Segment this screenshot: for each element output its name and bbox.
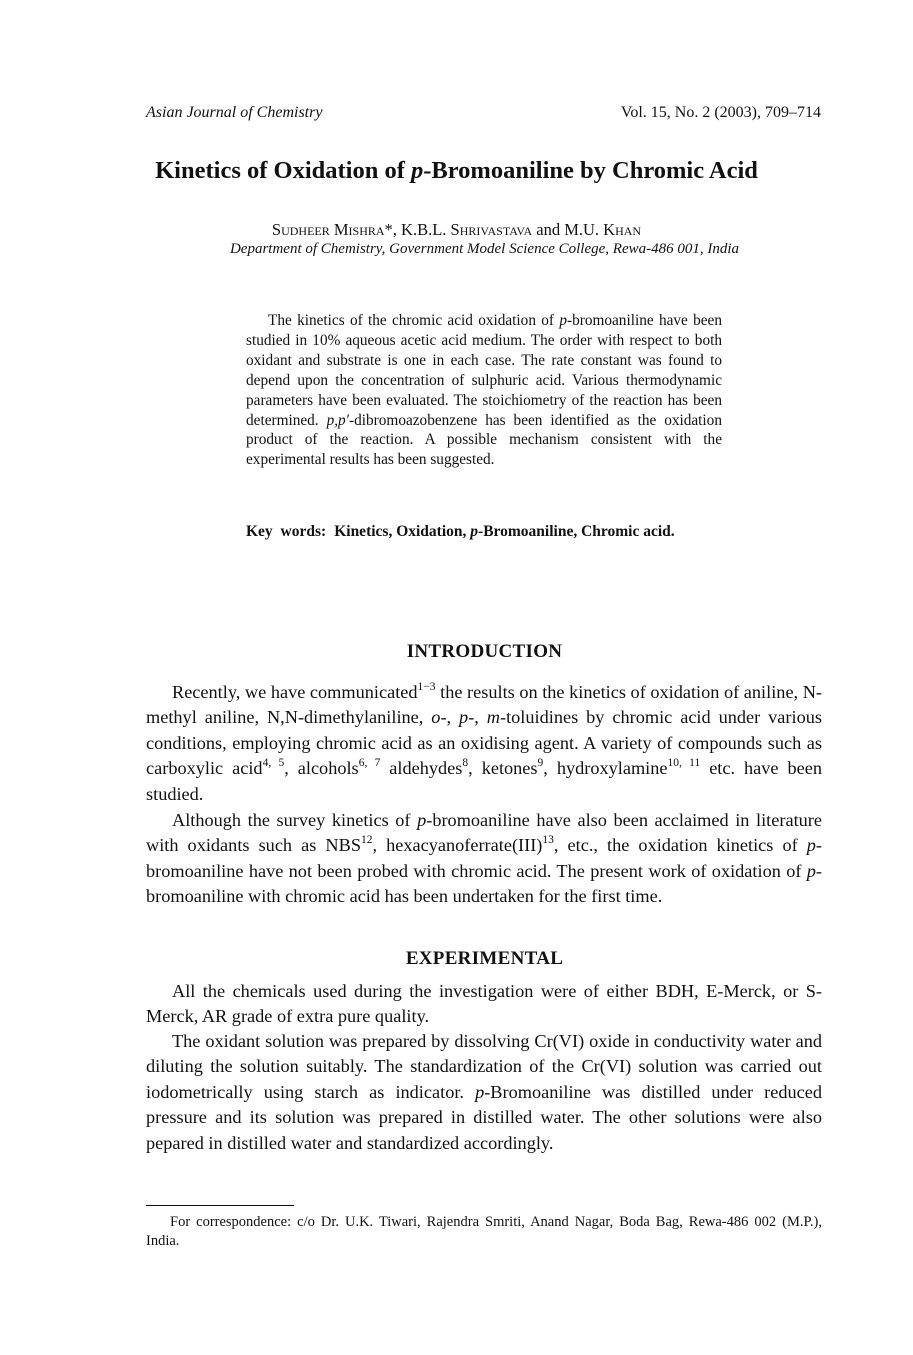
keywords-label: Key words:	[246, 523, 327, 540]
para-text: -bromoaniline have also been acclaimed in literature with oxidants such as NBS	[146, 810, 822, 856]
abstract-text: -dibromoazobenzene has been identified as the oxidation product of the reaction. A possible mechanism consistent with the experimental results has been suggested.	[246, 411, 722, 469]
para-text: , hexacyanoferrate(III)	[372, 835, 543, 856]
para-italic: p	[806, 835, 816, 856]
citation: 10, 11	[667, 757, 701, 770]
para-italic: m	[486, 707, 500, 728]
author-separator: and	[532, 220, 565, 239]
para-text: -,	[468, 707, 487, 728]
journal-name: Asian Journal of Chemistry	[146, 104, 323, 121]
para-text: etc. have been studied.	[146, 758, 823, 804]
introduction-paragraph-2	[146, 808, 822, 910]
correspondence-footnote: For correspondence: c/o Dr. U.K. Tiwari, Rajendra Smriti, Anand Nagar, Boda Bag, Rewa-486 002 (M.P.), India.	[146, 1214, 822, 1249]
introduction-paragraph-1	[146, 680, 822, 807]
para-text: -,	[440, 707, 460, 728]
author-3: M.U. Khan	[564, 220, 642, 239]
affiliation: Department of Chemistry, Government Model Science College, Rewa-486 001, India	[229, 241, 740, 257]
citation: 8	[462, 757, 469, 770]
para-text: The oxidant solution was prepared by dissolving Cr(VI) oxide in conductivity water and diluting the solution suitably. The standardization of the Cr(VI) solution was carried out iodometrically using starch as indicator.	[146, 1031, 822, 1102]
para-text: the results on the kinetics of oxidation of aniline, N-methyl aniline, N,N-dimethylaniline,	[146, 682, 822, 728]
para-text: , hydroxylamine	[543, 758, 668, 779]
para-text: aldehydes	[380, 758, 463, 779]
experimental-paragraph-2	[146, 1029, 822, 1156]
introduction-heading: INTRODUCTION	[406, 641, 563, 662]
para-text: Recently, we have communicated	[172, 682, 418, 702]
citation: 1−3	[417, 681, 436, 693]
para-text: Although the survey kinetics of	[172, 810, 418, 830]
author-2: K.B.L. Shrivastava	[401, 220, 533, 239]
abstract-text: The kinetics of the chromic acid oxidation of	[268, 312, 560, 329]
abstract-text: -bromoaniline have been studied in 10% aqueous acetic acid medium. The order with respect to both oxidant and substrate is one in each case. The rate constant was found to depend upon the concentration of sulphuric acid. Various thermodynamic parameters have been evaluated. The stoichiometry of the reaction has been determined.	[246, 312, 722, 429]
para-text: -Bromoaniline was distilled under reduced pressure and its solution was prepared in distilled water. The other solutions were also pepared in distilled water and standardized accordingly.	[146, 1081, 822, 1153]
para-italic: p	[417, 810, 427, 830]
citation: 6, 7	[358, 757, 381, 770]
para-italic: o	[431, 707, 441, 728]
experimental-heading: EXPERIMENTAL	[405, 948, 564, 969]
keywords-text: -Bromoaniline, Chromic acid.	[478, 523, 675, 540]
footnote-rule	[146, 1205, 294, 1206]
author-1: Sudheer Mishra*	[271, 220, 393, 239]
title-italic-p: p	[411, 157, 424, 184]
para-italic: p	[475, 1081, 485, 1102]
para-italic: p	[459, 707, 469, 728]
abstract-italic: p	[559, 312, 567, 329]
para-text: -bromoaniline with chromic acid has been undertaken for the first time.	[146, 860, 822, 907]
author-list	[0, 220, 913, 240]
para-italic: p	[806, 860, 816, 881]
paper-title	[0, 157, 913, 185]
para-text: -toluidines by chromic acid under various conditions, employing chromic acid as an oxidising agent. A variety of compounds such as carboxylic acid	[146, 707, 822, 779]
citation: 13	[542, 834, 554, 847]
abstract	[246, 311, 722, 470]
para-text: -bromoaniline have not been probed with chromic acid. The present work of oxidation of	[146, 835, 822, 881]
author-separator: ,	[392, 220, 402, 239]
para-text: , etc., the oxidation kinetics of	[553, 835, 807, 856]
para-text: , alcohols	[284, 758, 359, 779]
keywords	[246, 521, 722, 543]
title-text-1: Kinetics of Oxidation of	[155, 157, 411, 184]
citation: 9	[537, 757, 544, 770]
experimental-paragraph-1: All the chemicals used during the investigation were of either BDH, E-Merck, or S-Merck, AR grade of extra pure quality.	[146, 981, 822, 1027]
keywords-text: Kinetics, Oxidation,	[334, 523, 471, 540]
abstract-italic: p,p′	[326, 411, 350, 429]
title-text-2: -Bromoaniline by Chromic Acid	[423, 157, 758, 184]
volume-info: Vol. 15, No. 2 (2003), 709–714	[620, 104, 821, 121]
keywords-italic: p	[470, 523, 479, 540]
citation: 4, 5	[262, 757, 285, 770]
citation: 12	[360, 834, 373, 847]
para-text: , ketones	[468, 758, 538, 779]
